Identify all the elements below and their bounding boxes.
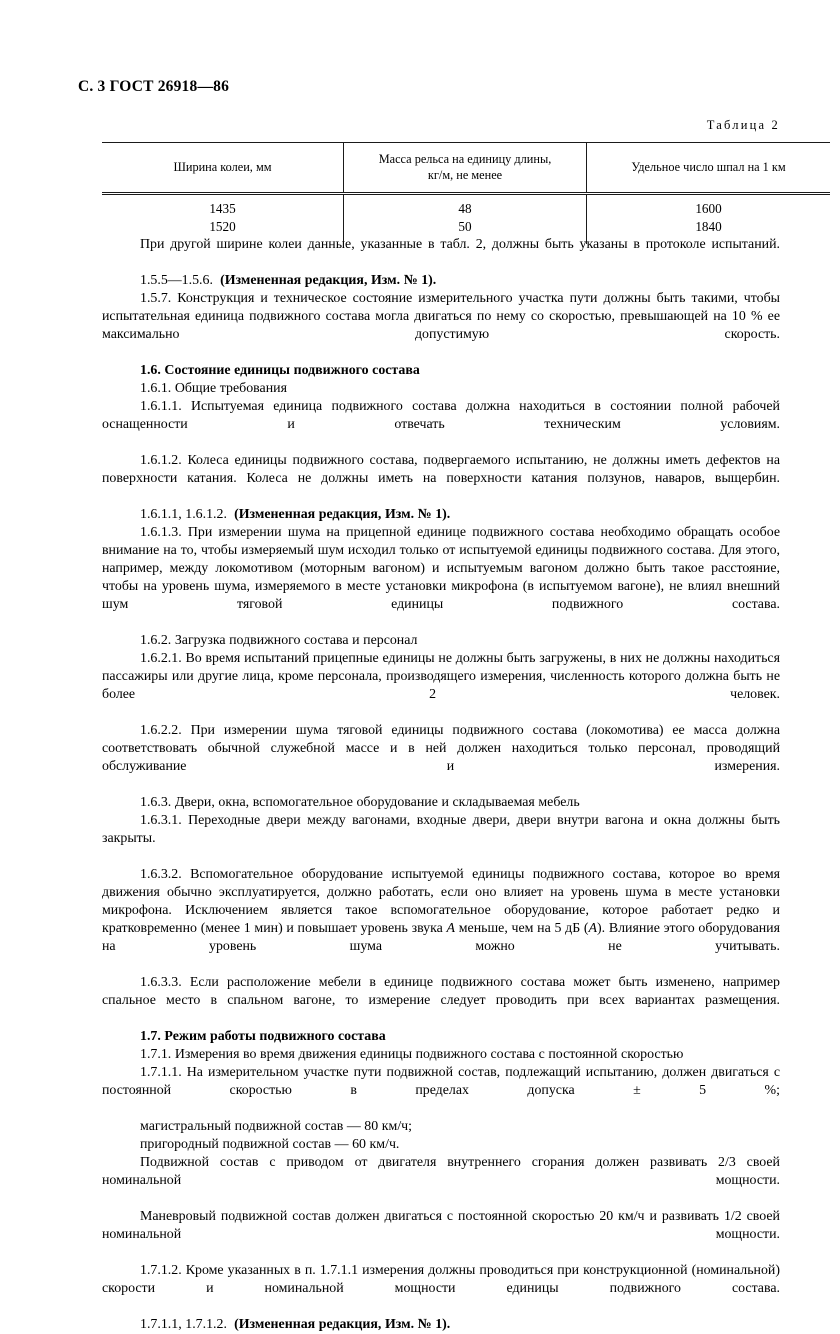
paragraph-after-table: При другой ширине колеи данные, указанные в табл. 2, должны быть указаны в протоколе испытаний. (140, 237, 780, 252)
revision-note-1711-1712: (Измененная редакция, Изм. № 1). (234, 1317, 451, 1332)
paragraph-1-6-1-2: 1.6.1.2. Колеса единицы подвижного состава, подвергаемого испытанию, не должны иметь дефектов на поверхности катания. Колеса не должны иметь на поверхности катания ползунов, наваров, выщербин. (102, 453, 780, 486)
paragraph-1-6-1-3: 1.6.1.3. При измерении шума на прицепной единице подвижного состава необходимо обращать особое внимание на то, чтобы измеряемый шум исходил только от испытуемой единицы подвижного состава. Для этого, например, между локомотивом (моторным вагоном) и испытуемым вагоном должно быть такое расстояние, чтобы на уровень шума, измеряемого в месте установки микрофона (в испытуемом вагоне), не влиял внешний шум тяговой единицы подвижного состава. (102, 525, 780, 612)
specification-table (102, 142, 830, 244)
sound-level-symbol-a2: A (588, 921, 598, 936)
table-cell-gauge-2: 1520 (209, 218, 236, 234)
heading-1-7: 1.7. Режим работы подвижного состава (140, 1029, 386, 1044)
paragraph-1-7-1: 1.7.1. Измерения во время движения единицы подвижного состава с постоянной скоростью (140, 1047, 684, 1062)
paragraph-1-5-5-1-5-6 (102, 272, 780, 290)
table-header-row (102, 143, 830, 194)
table-2-block (102, 118, 786, 244)
revision-note-1556: (Измененная редакция, Изм. № 1). (220, 273, 437, 288)
table-caption: Таблица 2 (706, 118, 780, 132)
paragraph-1-7-1-1-1-7-1-2 (102, 1316, 780, 1334)
list-item-suburban: пригородный подвижной состав — 60 км/ч. (140, 1137, 400, 1152)
clause-number-1611-1612: 1.6.1.1, 1.6.1.2. (140, 507, 227, 522)
table-cell-sleepers-2: 1840 (695, 218, 722, 234)
paragraph-1-6-3-2-part-a: 1.6.3.2. Вспомогательное оборудование испытуемой единицы подвижного состава, которое во время движения обычно эксплуатируется, должно работать, если оно влияет на уровень шума в месте установки микрофона. Исключением является такое вспомогательное оборудование, которое работает редко и кратковременно (менее 1 мин) и повышает уровень звука (102, 867, 780, 936)
paragraph-1-6-3: 1.6.3. Двери, окна, вспомогательное оборудование и складываемая мебель (140, 795, 580, 810)
table-header-rail-mass-line2: кг/м, не менее (427, 167, 503, 182)
paragraph-1-6-1: 1.6.1. Общие требования (140, 381, 287, 396)
paragraph-1-5-7: 1.5.7. Конструкция и техническое состояние измерительного участка пути должны быть такими, чтобы испытательная единица подвижного состава могла двигаться по нему со скоростью, превышающей на 10 % ее максимально допустимую скорость. (102, 291, 780, 342)
paragraph-1-6-1-1: 1.6.1.1. Испытуемая единица подвижного состава должна находиться в состоянии полной рабочей оснащенности и отвечать техническим условиям. (102, 399, 780, 432)
table-header (102, 143, 830, 194)
paragraph-internal-combustion: Подвижной состав с приводом от двигателя внутреннего сгорания должен развивать 2/3 своей номинальной мощности. (102, 1155, 780, 1188)
table-cell-rail-mass-2: 50 (458, 218, 472, 234)
page-running-head: С. 3 ГОСТ 26918—86 (78, 78, 230, 95)
paragraph-1-6-3-2 (102, 866, 780, 974)
clause-number-1711-1712: 1.7.1.1, 1.7.1.2. (140, 1317, 227, 1332)
clause-number-1556: 1.5.5—1.5.6. (140, 273, 213, 288)
document-body (102, 236, 780, 1334)
sound-level-symbol-a1: A (446, 921, 456, 936)
paragraph-1-6-3-2-part-b: меньше, чем на 5 дБ ( (455, 921, 589, 936)
paragraph-1-7-1-1: 1.7.1.1. На измерительном участке пути подвижной состав, подлежащий испытанию, должен двигаться с постоянной скоростью в пределах допуска ± 5 %; (102, 1065, 780, 1098)
table-cell-sleepers-1: 1600 (695, 201, 722, 217)
table-header-sleepers: Удельное число шпал на 1 км (587, 143, 831, 194)
paragraph-1-6-3-2-part-c: ). Влияние этого оборудования на уровень шума можно не учитывать. (102, 921, 780, 954)
paragraph-1-6-2-2: 1.6.2.2. При измерении шума тяговой единицы подвижного состава (локомотива) ее масса должна соответствовать обычной служебной массе и в ней должен находиться только персонал, проводящий обслуживание и измерения. (102, 723, 780, 774)
paragraph-1-6-3-1: 1.6.3.1. Переходные двери между вагонами, входные двери, двери внутри вагона и окна должны быть закрыты. (102, 813, 780, 846)
list-item-mainline: магистральный подвижной состав — 80 км/ч; (140, 1119, 413, 1134)
revision-note-1611-1612: (Измененная редакция, Изм. № 1). (234, 507, 451, 522)
paragraph-1-6-2-1: 1.6.2.1. Во время испытаний прицепные единицы не должны быть загружены, в них не должны находиться пассажиры или другие лица, кроме персонала, производящего измерения, численность которого должна быть не более 2 человек. (102, 651, 780, 702)
paragraph-shunting: Маневровый подвижной состав должен двигаться с постоянной скоростью 20 км/ч и развивать 1/2 своей номинальной мощности. (102, 1209, 780, 1242)
heading-1-6: 1.6. Состояние единицы подвижного состава (140, 363, 420, 378)
table-header-rail-mass (344, 143, 587, 194)
table-header-rail-mass-line1: Масса рельса на единицу длины, (378, 152, 552, 166)
paragraph-1-6-3-3: 1.6.3.3. Если расположение мебели в единице подвижного состава может быть изменено, например спальное место в спальном вагоне, то измерение следует проводить при всех вариантах размещения. (102, 975, 780, 1008)
paragraph-1-6-2: 1.6.2. Загрузка подвижного состава и персонал (140, 633, 418, 648)
table-cell-rail-mass-1: 48 (458, 201, 472, 217)
paragraph-1-7-1-2: 1.7.1.2. Кроме указанных в п. 1.7.1.1 измерения должны проводиться при конструкционной (номинальной) скорости и номинальной мощности единицы подвижного состава. (102, 1263, 780, 1296)
paragraph-1-6-1-1-1-6-1-2 (102, 506, 780, 524)
table-cell-gauge-1: 1435 (209, 201, 236, 217)
table-header-gauge: Ширина колеи, мм (102, 143, 344, 194)
